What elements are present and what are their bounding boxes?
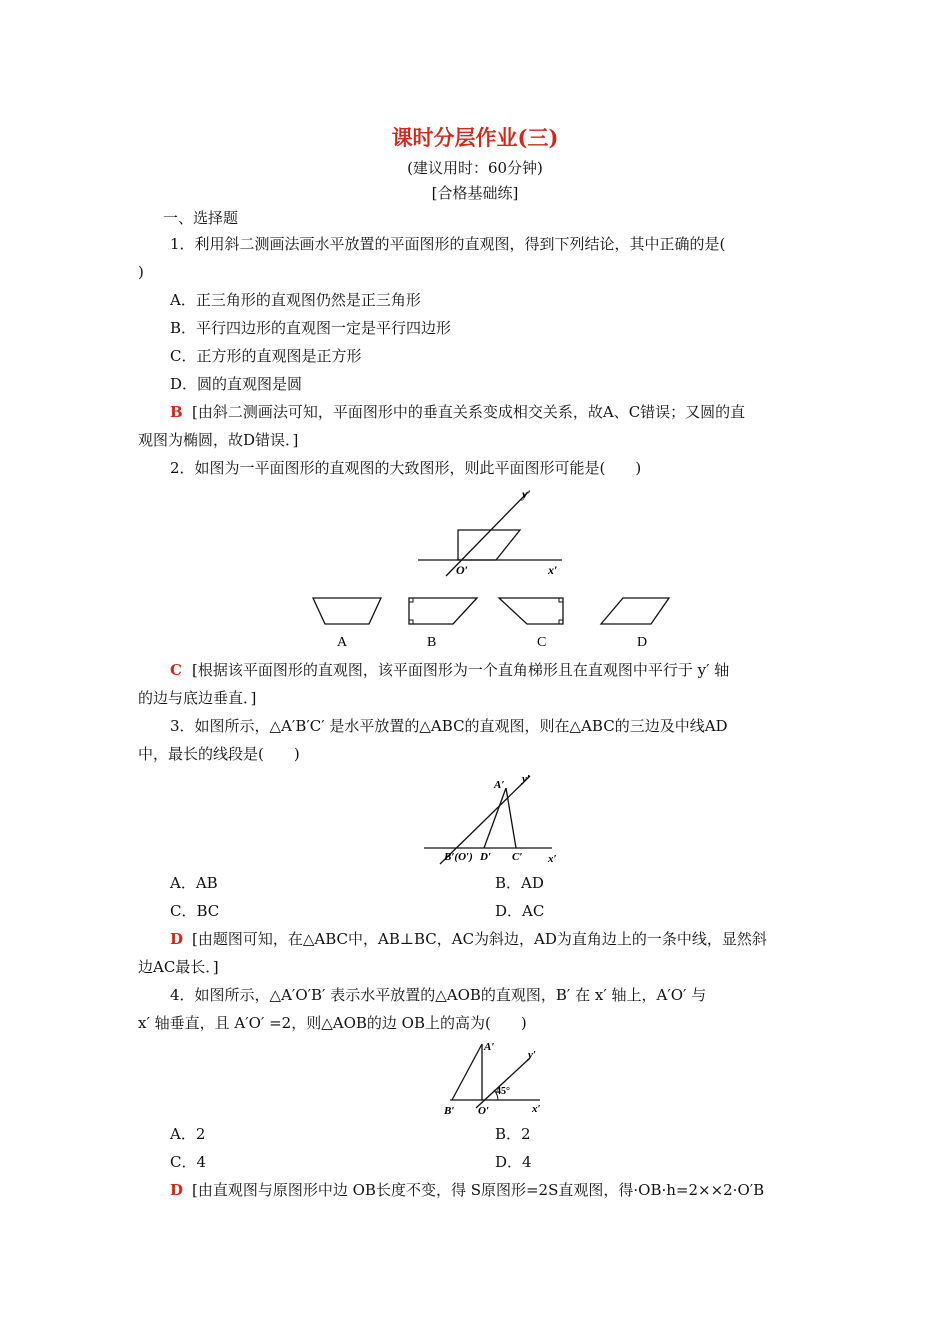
q1-solution-line1: [由斜二测画法可知，平面图形中的垂直关系变成相交关系，故A、C错误；又圆的直 bbox=[192, 403, 746, 421]
q1-option-d: D．圆的直观图是圆 bbox=[170, 375, 303, 393]
q3-solution-line1: [由题图可知，在△ABC中，AB⊥BC，AC为斜边，AD为直角边上的一条中线，显然斜 bbox=[192, 930, 767, 948]
q4-solution-line1: [由直观图与原图形中边 OB长度不变，得 S原图形=2S直观图，得·OB·h=2××2·O′B bbox=[192, 1181, 765, 1199]
q4-label-a: A′ bbox=[484, 1041, 495, 1053]
q1-option-c: C．正方形的直观图是正方形 bbox=[170, 347, 362, 365]
time-hint: (建议用时：60分钟) bbox=[407, 159, 543, 177]
q1-option-a: A．正三角形的直观图仍然是正三角形 bbox=[170, 291, 421, 309]
page-title: 课时分层作业(三) bbox=[391, 125, 559, 150]
q4-label-x: x′ bbox=[532, 1103, 541, 1115]
q3-label-x: x′ bbox=[548, 853, 557, 865]
section-heading: 一、选择题 bbox=[163, 209, 239, 227]
q1-solution-line2: 观图为椭圆，故D错误．] bbox=[138, 431, 299, 449]
q2-choice-c-shape bbox=[499, 598, 563, 624]
q4-option-d: D．4 bbox=[495, 1153, 532, 1171]
q2-figure bbox=[410, 482, 580, 582]
q1-stem-line2: ) bbox=[138, 263, 144, 281]
q3-solution-line2: 边AC最长．] bbox=[138, 958, 219, 976]
q1-answer: B bbox=[170, 403, 183, 421]
q4-label-b: B′ bbox=[444, 1105, 455, 1117]
q4-option-c: C．4 bbox=[170, 1153, 207, 1171]
q3-answer: D bbox=[170, 930, 184, 948]
q2-choice-b-shape bbox=[409, 598, 477, 624]
q4-label-y: y′ bbox=[528, 1049, 536, 1061]
q3-option-c: C．BC bbox=[170, 902, 220, 920]
q2-label-y: y′ bbox=[522, 487, 531, 501]
q2-choice-label-a: A bbox=[337, 635, 348, 650]
q4-option-a: A．2 bbox=[170, 1125, 206, 1143]
q2-answer: C bbox=[170, 661, 182, 679]
q4-label-angle: 45° bbox=[496, 1086, 510, 1097]
q2-choice-label-c: C bbox=[537, 635, 547, 650]
q3-stem-line2: 中，最长的线段是( ) bbox=[138, 745, 300, 763]
q3-option-d: D．AC bbox=[495, 902, 545, 920]
level-label: [合格基础练] bbox=[431, 184, 519, 202]
q1-option-b: B．平行四边形的直观图一定是平行四边形 bbox=[170, 319, 452, 337]
q3-label-d: D′ bbox=[480, 851, 492, 863]
q4-stem-line2: x′ 轴垂直，且 A′O′ =2，则△AOB的边 OB上的高为( ) bbox=[138, 1014, 527, 1032]
q2-label-x: x′ bbox=[548, 563, 558, 577]
q4-answer: D bbox=[170, 1181, 184, 1199]
q2-choice-a-shape bbox=[313, 598, 381, 624]
q3-option-a: A．AB bbox=[170, 874, 218, 892]
q3-figure bbox=[420, 768, 570, 868]
q3-option-b: B．AD bbox=[495, 874, 544, 892]
q2-label-o: O′ bbox=[456, 563, 469, 577]
q3-label-y: y′ bbox=[522, 773, 530, 785]
q2-solution-line2: 的边与底边垂直．] bbox=[138, 689, 257, 707]
q4-option-b: B．2 bbox=[495, 1125, 531, 1143]
q3-stem-line1: 3．如图所示，△A′B′C′ 是水平放置的△ABC的直观图，则在△ABC的三边及中线AD bbox=[170, 717, 728, 735]
q2-choice-label-b: B bbox=[427, 635, 437, 650]
q3-label-a: A′ bbox=[494, 779, 505, 791]
q4-label-o: O′ bbox=[478, 1105, 490, 1117]
q2-choice-d-shape bbox=[601, 598, 669, 624]
q4-side-ab bbox=[452, 1044, 482, 1100]
q2-choice-label-d: D bbox=[637, 635, 648, 650]
q3-side-ac bbox=[506, 788, 516, 848]
q2-solution-line1: [根据该平面图形的直观图，该平面图形为一个直角梯形且在直观图中平行于 y′ 轴 bbox=[192, 661, 730, 679]
q4-stem-line1: 4．如图所示，△A′O′B′ 表示水平放置的△AOB的直观图，B′ 在 x′ 轴上，A′O′ 与 bbox=[170, 986, 707, 1004]
q2-stem: 2．如图为一平面图形的直观图的大致图形，则此平面图形可能是( ) bbox=[170, 459, 642, 477]
q3-label-c: C′ bbox=[512, 851, 523, 863]
q3-label-b: B′(O′) bbox=[444, 851, 473, 863]
q2-trapezoid bbox=[458, 530, 520, 560]
q4-figure bbox=[440, 1038, 550, 1118]
q1-stem-line1: 1．利用斜二测画法画水平放置的平面图形的直观图，得到下列结论，其中正确的是( bbox=[170, 235, 726, 253]
q2-choices-figure bbox=[305, 590, 685, 660]
